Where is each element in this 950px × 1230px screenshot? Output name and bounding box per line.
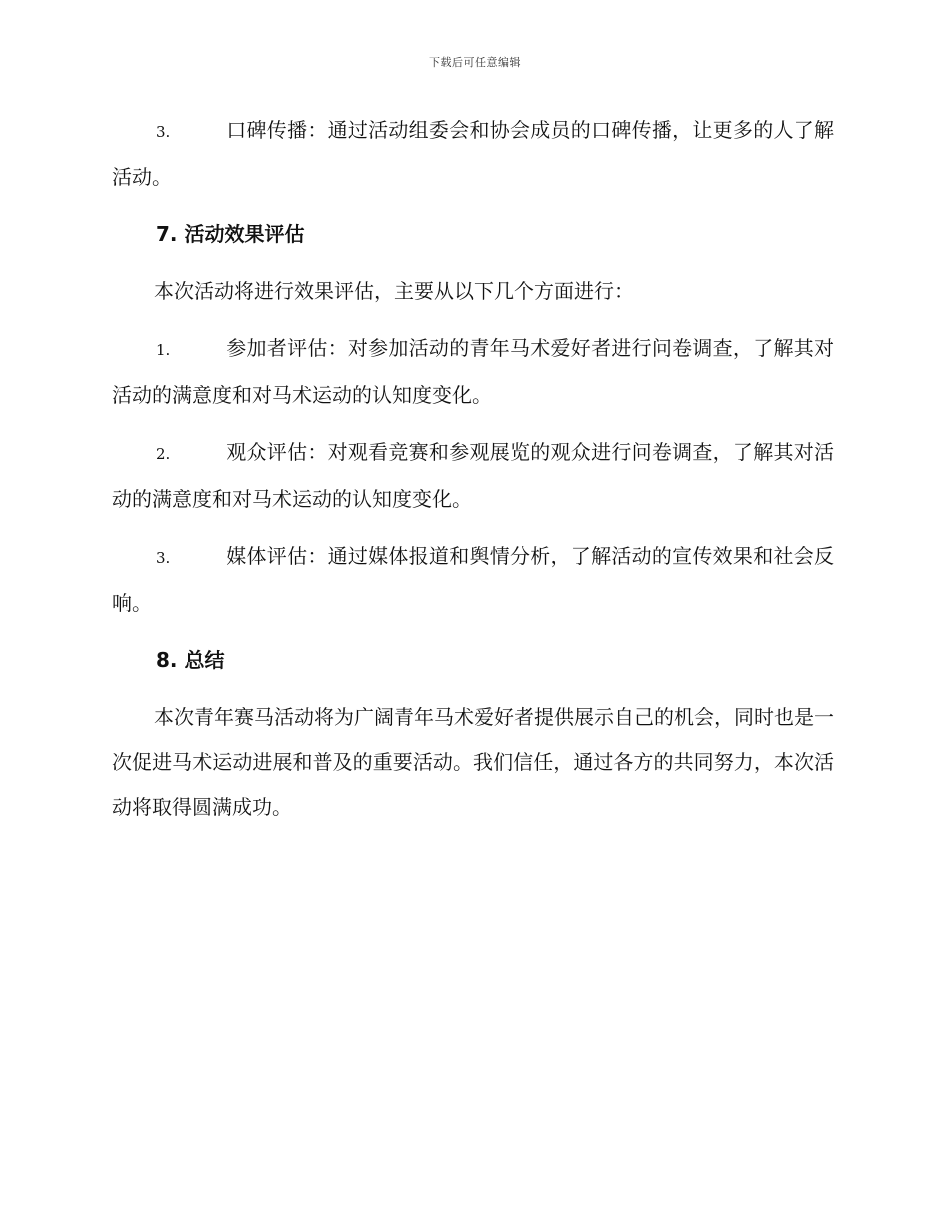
section-body: 本次青年赛马活动将为广阔青年马术爱好者提供展示自己的机会，同时也是一次促进马术运动进展和普及的重要活动。我们信任，通过各方的共同努力，本次活动将取得圆满成功。	[112, 705, 834, 819]
list-number: 1.	[156, 341, 171, 359]
list-item	[112, 326, 834, 418]
section-heading-8: 8. 总结	[156, 648, 225, 672]
section-heading-7: 7. 活动效果评估	[156, 222, 305, 246]
document-body	[112, 108, 834, 830]
list-text: 口碑传播：通过活动组委会和协会成员的口碑传播，让更多的人了解活动。	[112, 118, 834, 189]
list-number: 3.	[156, 549, 171, 567]
list-item	[112, 108, 834, 200]
list-item	[112, 534, 834, 626]
list-number: 2.	[156, 445, 171, 463]
list-text: 观众评估：对观看竞赛和参观展览的观众进行问卷调查，了解其对活动的满意度和对马术运动的认知度变化。	[112, 440, 834, 511]
section-intro: 本次活动将进行效果评估，主要从以下几个方面进行：	[154, 279, 634, 303]
list-text: 参加者评估：对参加活动的青年马术爱好者进行问卷调查，了解其对活动的满意度和对马术运动的认知度变化。	[112, 336, 834, 407]
list-number: 3.	[156, 123, 171, 141]
header-note: 下载后可任意编辑	[429, 56, 521, 69]
list-item	[112, 430, 834, 522]
list-text: 媒体评估：通过媒体报道和舆情分析，了解活动的宣传效果和社会反响。	[112, 544, 834, 615]
